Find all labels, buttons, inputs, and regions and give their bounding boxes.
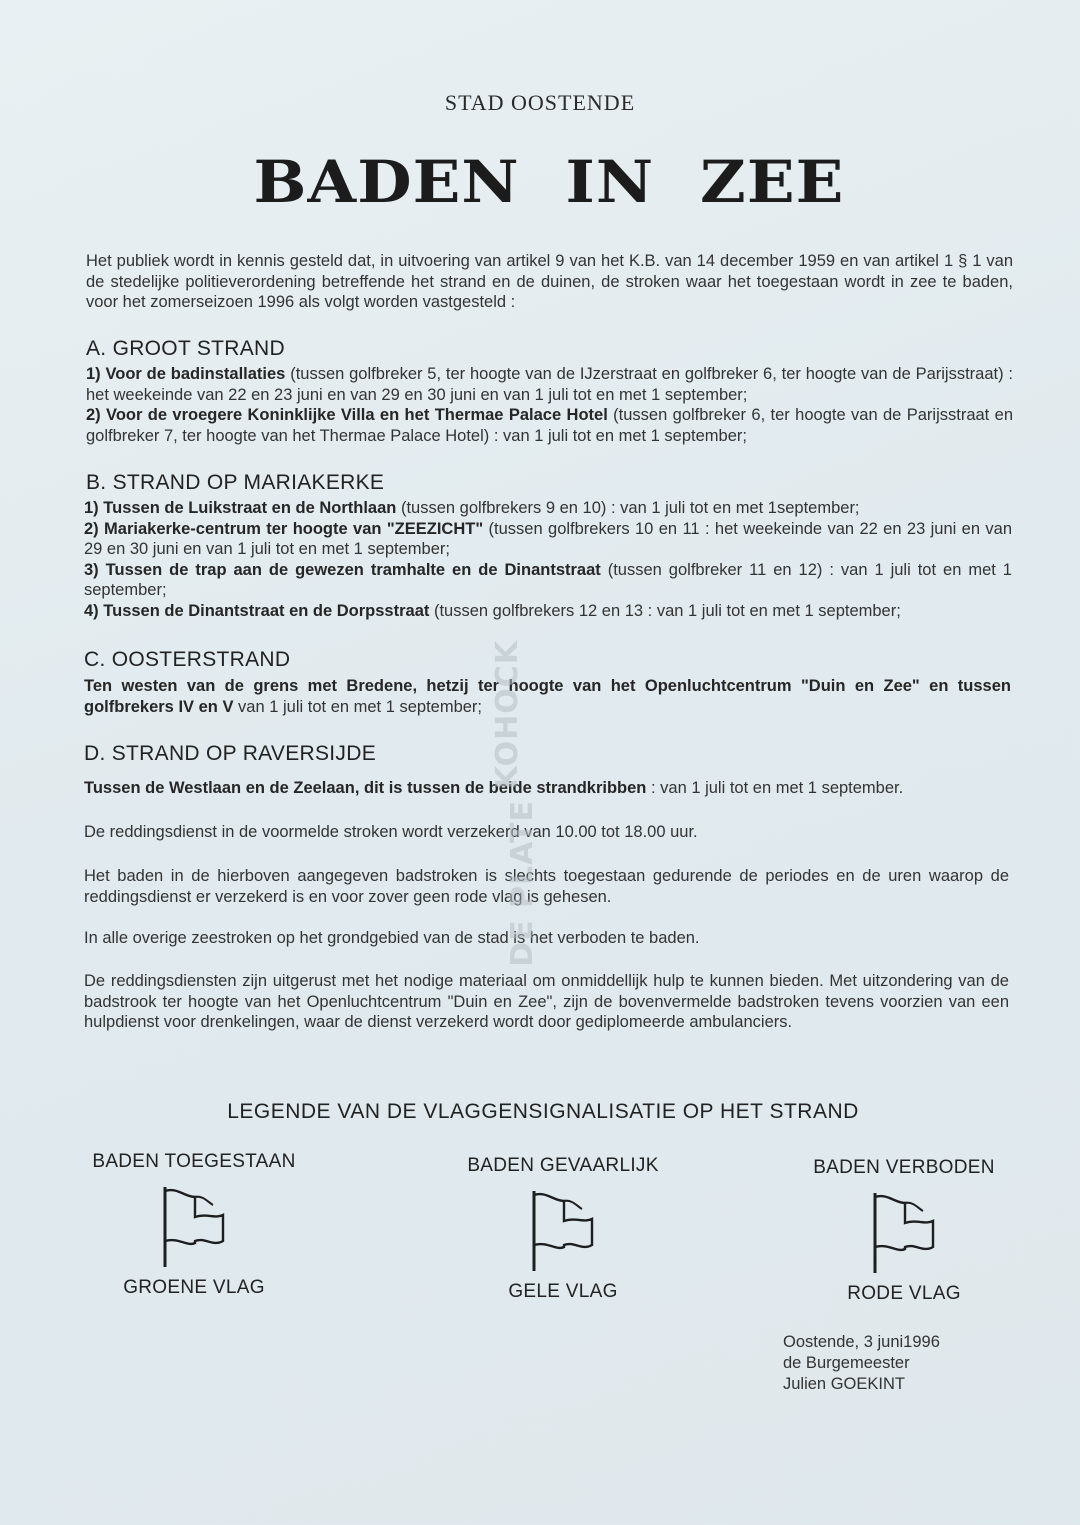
flag-name: RODE VLAG [847,1283,961,1304]
list-item [84,519,1012,560]
legend-item-green [74,1151,314,1299]
item-text: (tussen golfbreker 6, ter hoogte van de Parijsstraat en golfbreker 7, ter hoogte van het Thermae Palace Hotel) : van 1 juli tot en met 1 september; [86,406,1013,445]
flag-icon [528,1189,598,1273]
section-d-text: : van 1 juli tot en met 1 september. [646,779,904,797]
list-item [86,405,1013,446]
bathing-conditions-paragraph: Het baden in de hierboven aangegeven badstroken is slechts toegestaan gedurende de periodes en de uren waarop de reddingsdienst er verzekerd is en voor zover geen rode vlag is gehesen. [84,867,1009,906]
section-c-title: Ten westen van de grens met Bredene, hetzij ter hoogte van het Openluchtcentrum "Duin en Zee" en tussen golfbrekers IV en V [84,677,1011,716]
item-title: 2) Voor de vroegere Koninklijke Villa en het Thermae Palace Hotel [86,406,608,424]
section-c-text: van 1 juli tot en met 1 september; [233,697,483,716]
flag-name: GELE VLAG [508,1281,618,1302]
item-title: 3) Tussen de trap aan de gewezen tramhalte en de Dinantstraat [84,560,601,579]
signature-name: Julien GOEKINT [783,1375,905,1393]
section-d-body [84,778,1014,799]
section-d-title: Tussen de Westlaan en de Zeelaan, dit is tussen de beide strandkribben [84,779,647,797]
item-title: 1) Tussen de Luikstraat en de Northlaan [84,499,397,517]
section-a-heading: A. GROOT STRAND [86,337,285,360]
flag-icon [159,1185,229,1269]
item-title: 2) Mariakerke-centrum ter hoogte van "ZEEZICHT" [84,519,484,538]
item-text: (tussen golfbreker 5, ter hoogte van de IJzerstraat en golfbreker 6, ter hoogte van de Parijsstraat) : het weekeinde van 22 en 23 juni en van 29 en 30 juni en van 1 juli tot en met 1 september; [86,365,1013,404]
item-text: (tussen golfbrekers 12 en 13 : van 1 juli tot en met 1 september; [429,601,901,620]
signature-block [783,1332,940,1395]
section-d-heading: D. STRAND OP RAVERSIJDE [84,742,377,765]
city-heading: STAD OOSTENDE [444,90,636,115]
item-text: (tussen golfbreker 11 en 12) : van 1 juli tot en met 1 september; [84,560,1012,599]
flag-icon [869,1191,939,1275]
item-title: 4) Tussen de Dinantstraat en de Dorpsstraat [84,601,430,620]
rescue-services-paragraph: De reddingsdiensten zijn uitgerust met het nodige materiaal om onmiddellijk hulp te kunnen bieden. Met uitzondering van de badstrook ter hoogte van het Openluchtcentrum "Duin en Zee", zijn de bovenvermelde badstroken tevens voorzien van een hulpdienst voor drenkelingen, waar de dienst verzekerd wordt door gediplomeerde ambulanciers. [84,972,1009,1031]
prohibition-paragraph: In alle overige zeestroken op het grondgebied van de stad is het verboden te baden. [84,929,700,947]
section-c-body [84,676,1011,717]
list-item [84,498,1012,519]
legend-label: BADEN GEVAARLIJK [467,1155,659,1176]
section-b-body [84,498,1012,621]
legend-label: BADEN VERBODEN [813,1157,995,1178]
item-text: (tussen golfbrekers 9 en 10) : van 1 juli tot en met 1september; [396,499,860,517]
legend-item-yellow [443,1155,683,1303]
flag-name: GROENE VLAG [123,1277,265,1298]
signature-place-date: Oostende, 3 juni1996 [783,1333,940,1351]
section-a-body [86,364,1013,446]
legend-item-red [784,1157,1024,1305]
item-title: 1) Voor de badinstallaties [86,365,286,383]
list-item [84,601,1012,622]
stamp-watermark-1-text: KOHOCK [490,640,525,790]
section-b-heading: B. STRAND OP MARIAKERKE [86,471,385,494]
section-c-heading: C. OOSTERSTRAND [84,648,291,671]
list-item [84,560,1012,601]
page-title: BADEN IN ZEE [253,148,845,216]
intro-paragraph: Het publiek wordt in kennis gesteld dat, in uitvoering van artikel 9 van het K.B. van 14 december 1959 en van artikel 1 § 1 van de stedelijke politieverordening betreffende het strand en de duinen, de stroken waar het toegestaan wordt in zee te baden, voor het zomerseizoen 1996 als volgt worden vastgesteld : [86,252,1013,311]
stamp-watermark-2-text: DE PLATE [505,800,540,967]
legend-title: LEGENDE VAN DE VLAGGENSIGNALISATIE OP HET STRAND [227,1100,859,1123]
list-item [86,364,1013,405]
rescue-hours-paragraph: De reddingsdienst in de voormelde stroken wordt verzekerd van 10.00 tot 18.00 uur. [84,823,698,841]
signature-role: de Burgemeester [783,1354,910,1372]
item-text: (tussen golfbrekers 10 en 11 : het weekeinde van 22 en 23 juni en van 29 en 30 juni en van 1 juli tot en met 1 september; [84,519,1012,558]
legend-label: BADEN TOEGESTAAN [92,1151,296,1172]
